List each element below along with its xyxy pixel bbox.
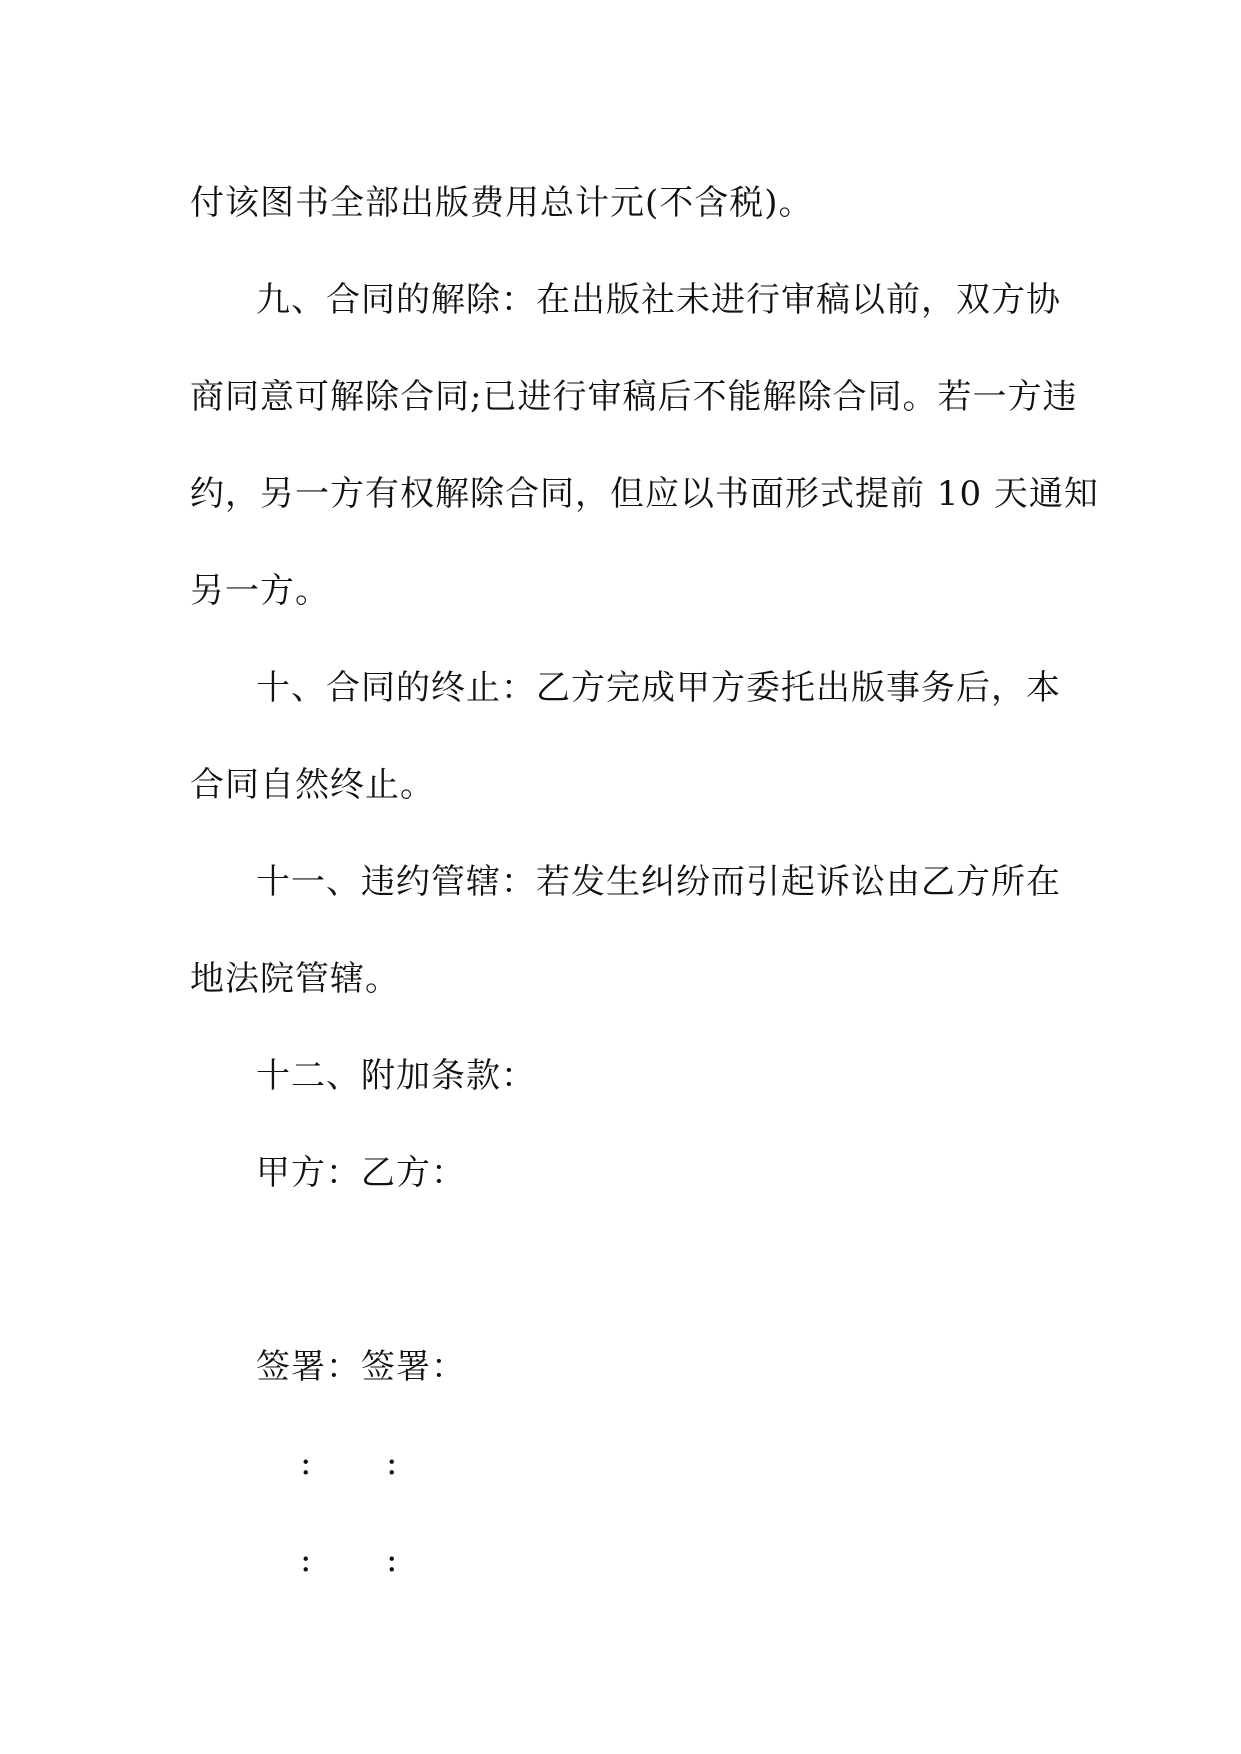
clause-eleven-line-1: 十一、违约管辖：若发生纠纷而引起诉讼由乙方所在 bbox=[256, 862, 1061, 902]
colon-left-2: : bbox=[300, 1540, 312, 1580]
clause-ten-line-2: 合同自然终止。 bbox=[190, 765, 435, 805]
clause-nine-line-1: 九、合同的解除：在出版社未进行审稿以前，双方协 bbox=[256, 280, 1061, 320]
clause-nine-line-2: 商同意可解除合同;已进行审稿后不能解除合同。若一方违 bbox=[190, 377, 1078, 417]
text-line-continuation-fee: 付该图书全部出版费用总计元(不含税)。 bbox=[190, 183, 814, 223]
colon-row-1 bbox=[300, 1443, 472, 1483]
signature-labels: 签署：签署： bbox=[256, 1347, 466, 1387]
colon-right-1: : bbox=[386, 1443, 398, 1483]
clause-twelve: 十二、附加条款： bbox=[256, 1056, 536, 1096]
colon-right-2: : bbox=[386, 1540, 398, 1580]
clause-nine-line-3: 约，另一方有权解除合同，但应以书面形式提前 10 天通知 bbox=[190, 474, 1099, 514]
party-labels: 甲方：乙方： bbox=[256, 1153, 466, 1193]
clause-nine-line-4: 另一方。 bbox=[190, 571, 330, 611]
colon-left-1: : bbox=[300, 1443, 312, 1483]
clause-eleven-line-2: 地法院管辖。 bbox=[190, 959, 400, 999]
clause-ten-line-1: 十、合同的终止：乙方完成甲方委托出版事务后，本 bbox=[256, 668, 1061, 708]
colon-row-2 bbox=[300, 1540, 472, 1580]
